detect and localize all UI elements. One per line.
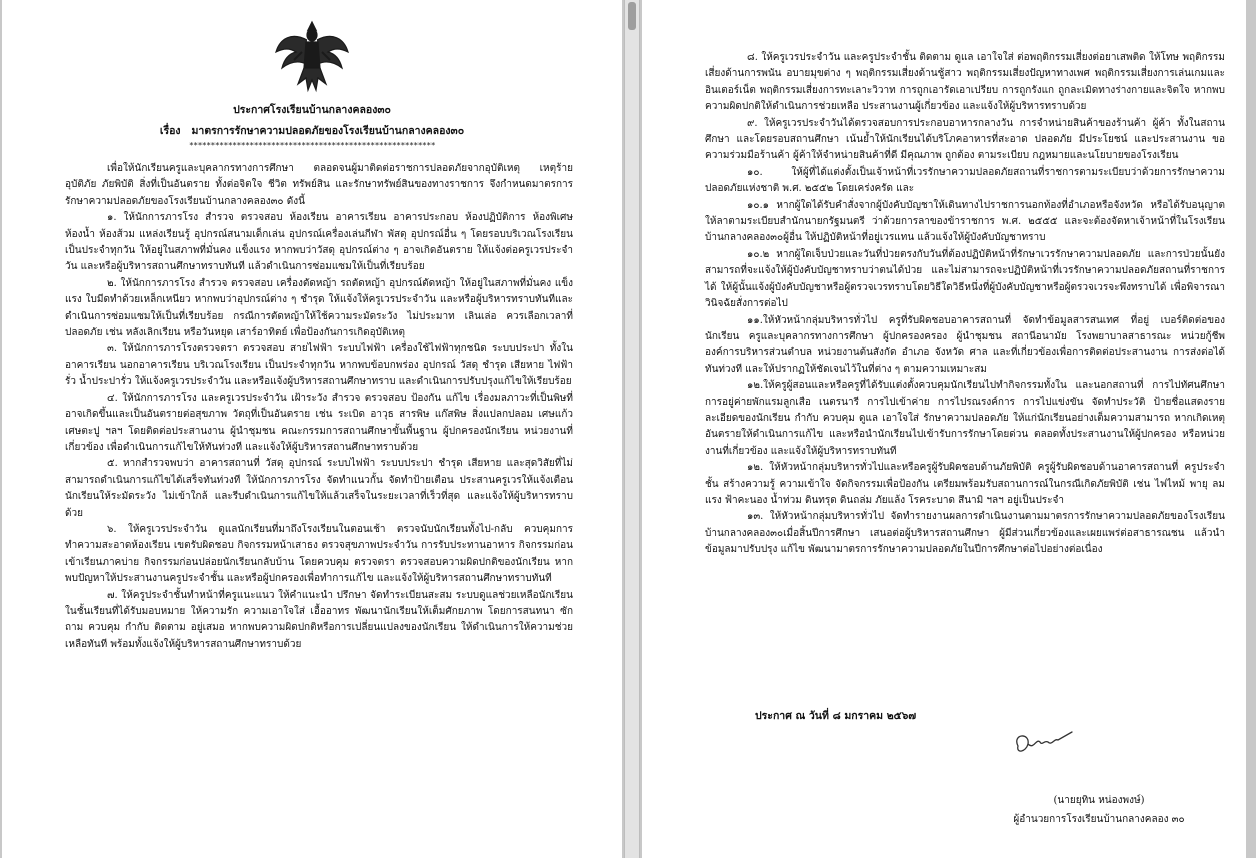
paragraph: ๕. หากสำรวจพบว่า อาคารสถานที่ วัสดุ อุปกรณ์ ระบบไฟฟ้า ระบบประปา ชำรุด เสียหาย และสุดวิสัยที่ไม่สามารถดำเนินการแก้ไขได้เสร็จทันท่วงที ให้นักการภารโรง จัดทำแนวกั้น จัดทำป้ายเตือน ประสานครูเวรให้แจ้งเตือนนักเรียนให้ระมัดระวัง ไม่เข้าใกล้ และรีบดำเนินการแก้ไขให้แล้วเสร็จในระยะเวลาที่เร็วที่สุด และแจ้งให้ผู้บริหารทราบด้วย (65, 458, 573, 519)
paragraph: ๔. ให้นักการภารโรง และครูเวรประจำวัน เฝ้าระวัง สำรวจ ตรวจสอบ ป้องกัน แก้ไข เรื่องมลภาวะที่เป็นพิษที่อาจเกิดขึ้นและเป็นอันตรายต่อสุขภาพ วัตถุที่เป็นอันตราย เช่น ระเบิด อาวุธ สารพิษ แก๊สพิษ สิ่งแปลกปลอม เศษแก้ว เศษตะปู ฯลฯ โดยติดต่อประสานงาน ผู้นำชุมชน คณะกรรมการสถานศึกษาขั้นพื้นฐาน ผู้ปกครองนักเรียน หน่วยงานที่เกี่ยวข้อง เพื่อดำเนินการแก้ไขให้ทันท่วงที และแจ้งให้ผู้บริหารสถานศึกษาทราบด้วย (65, 392, 573, 453)
subject-text: มาตรการรักษาความปลอดภัยของโรงเรียนบ้านกลางคลอง๓๐ (191, 125, 465, 137)
right-body (705, 50, 1225, 559)
scrollbar-thumb[interactable] (628, 2, 636, 30)
paragraph: ๗. ให้ครูประจำชั้นทำหน้าที่ครูแนะแนว ให้คำแนะนำ ปรึกษา จัดทำระเบียนสะสม ระบบดูแลช่วยเหลือนักเรียนในชั้นเรียนที่ได้รับมอบหมาย ให้ความรัก ความเอาใจใส่ เอื้ออาทร พัฒนานักเรียนให้เต็มศักยภาพ โดยการสนทนา ซักถาม ควบคุม กำกับ ติดตาม อยู่เสมอ หากพบความผิดปกติหรือการเปลี่ยนแปลงของนักเรียน ให้ดำเนินการให้ความช่วยเหลือทันที พร้อมทั้งแจ้งให้ผู้บริหารสถานศึกษาทราบด้วย (65, 589, 573, 650)
paragraph: ๑๒. ให้หัวหน้ากลุ่มบริหารทั่วไปและหรือครูผู้รับผิดชอบด้านภัยพิบัติ ครูผู้รับผิดชอบด้านอาคารสถานที่ ครูประจำชั้น สร้างความรู้ ความเข้าใจ จัดกิจกรรมเพื่อป้องกัน เตรียมพร้อมรับสถานการณ์ในกรณีเกิดภัยพิบัติ เช่น ไฟไหม้ พายุ ลมแรง ฟ้าคะนอง น้ำท่วม ดินทรุด ดินถล่ม ภัยแล้ง โรคระบาด สึนามิ ฯลฯ อยู่เป็นประจำ (705, 462, 1225, 506)
document-subject (2, 122, 622, 139)
left-body (65, 161, 573, 653)
paragraph: ๑๓. ให้หัวหน้ากลุ่มบริหารทั่วไป จัดทำรายงานผลการดำเนินงานตามมาตรการรักษาความปลอดภัยของโรงเรียนบ้านกลางคลอง๓๐เมื่อสิ้นปีการศึกษา เสนอต่อผู้บริหารสถานศึกษา ผู้มีส่วนเกี่ยวข้องและเผยแพร่ต่อสาธารณชน แล้วนำข้อมูลมาปรับปรุง แก้ไข พัฒนามาตรการรักษาความปลอดภัยในปีการศึกษาต่อไปอย่างต่อเนื่อง (705, 511, 1225, 556)
paragraph: ๑๑.ให้หัวหน้ากลุ่มบริหารทั่วไป ครูที่รับผิดชอบอาคารสถานที่ จัดทำข้อมูลสารสนเทศ ที่อยู่ เบอร์ติดต่อของนักเรียน ครูและบุคลากรทางการศึกษา ผู้ปกครองครอง ผู้นำชุมชน สถานีอนามัย โรงพยาบาลสาธารณะ หน่วยกู้ชีพ องค์การบริหารส่วนตำบล หน่วยงานต้นสังกัด อำเภอ จังหวัด ศาล และที่เกี่ยวข้องเพื่อการติดต่อประสานงาน การส่งต่อได้ทันท่วงที และให้ปรากฏให้ชัดเจนไว้ในที่ต่าง ๆ ตามความเหมาะสม (705, 314, 1225, 375)
paragraph: ๘. ให้ครูเวรประจำวัน และครูประจำชั้น ติดตาม ดูแล เอาใจใส่ ต่อพฤติกรรมเสี่ยงต่อยาเสพติด ให้โทษ พฤติกรรมเสี่ยงด้านการพนัน อบายมุขต่าง ๆ พฤติกรรมเสี่ยงด้านชู้สาว พฤติกรรมเสี่ยงปัญหาทางเพศ พฤติกรรมเสี่ยงการเล่นเกมและอินเตอร์เน็ต พฤติกรรมเสี่ยงการทะเลาะวิวาท การถูกเอารัดเอาเปรียบ การถูกรังแก ถูกละเมิดทางร่างกายและจิตใจ หากพบความผิดปกติให้ดำเนินการช่วยเหลือ ประสานงานผู้เกี่ยวข้อง และแจ้งให้ผู้บริหารทราบด้วย (705, 52, 1225, 113)
subject-label: เรื่อง (159, 125, 181, 137)
paragraph: ๑๐.๒ หากผู้ใดเจ็บป่วยและวันที่ป่วยตรงกับวันที่ต้องปฏิบัติหน้าที่รักษาเวรรักษาความปลอดภัย และการป่วยนั้นยังสามารถที่จะแจ้งให้ผู้บังคับบัญชาทราบว่าตนได้ป่วย และไม่สามารถจะปฏิบัติหน้าที่เวรรักษาความปลอดภัยสถานที่ราชการได้ ให้ผู้นั้นแจ้งผู้บังคับบัญชาหรือผู้ตรวจเวรทราบโดยวิธีใดวิธีหนึ่งที่ผู้บังคับบัญชาหรือผู้ตรวจเวรจะพึงทราบได้ เพื่อพิจารณาวินิจฉัยสั่งการต่อไป (705, 248, 1225, 310)
signer-position: ผู้อำนวยการโรงเรียนบ้านกลางคลอง ๓๐ (1013, 814, 1185, 825)
paragraph: ๑. ให้นักการภารโรง สำรวจ ตรวจสอบ ห้องเรียน อาคารเรียน อาคารประกอบ ห้องปฏิบัติการ ห้องพิเศษ ห้องน้ำ ห้องส้วม แหล่งเรียนรู้ อุปกรณ์สนามเด็กเล่น อุปกรณ์เครื่องเล่นกีฬา พัสดุ อุปกรณ์อื่น ๆ โดยรอบบริเวณโรงเรียน เป็นประจำทุกวัน ให้อยู่ในสภาพที่มั่นคง แข็งแรง หากพบว่าวัสดุ อุปกรณ์ต่าง ๆ อาจเกิดอันตราย ให้แจ้งต่อครูเวรประจำวัน และหรือผู้บริหารสถานศึกษาทราบทันที แล้วดำเนินการซ่อมแซมให้เป็นที่เรียบร้อย (65, 212, 573, 273)
paragraph: ๓. ให้นักการภารโรงตรวจตรา ตรวจสอบ สายไฟฟ้า ระบบไฟฟ้า เครื่องใช้ไฟฟ้าทุกชนิด ระบบประปา ทั้งในอาคารเรียน นอกอาคารเรียน บริเวณโรงเรียน เป็นประจำทุกวัน หากพบข้อบกพร่อง อุปกรณ์ วัสดุ ชำรุด เสียหาย ไฟฟ้ารั่ว น้ำประปารั่ว ให้แจ้งครูเวรประจำวัน และหรือแจ้งผู้บริหารสถานศึกษาทราบ และดำเนินการปรับปรุงแก้ไขให้เรียบร้อย (65, 343, 573, 388)
paragraph: ๑๐. ให้ผู้ที่ได้แต่งตั้งเป็นเจ้าหน้าที่เวรรักษาความปลอดภัยสถานที่ราชการตามระเบียบว่าด้วยการรักษาความปลอดภัยแห่งชาติ พ.ศ. ๒๕๕๒ โดยเคร่งครัด และ (705, 166, 1225, 195)
document-page-right (642, 0, 1246, 858)
paragraph: ๖. ให้ครูเวรประจำวัน ดูแลนักเรียนที่มาถึงโรงเรียนในตอนเช้า ตรวจนับนักเรียนทั้งไป-กลับ ควบคุมการทำความสะอาดห้องเรียน เขตรับผิดชอบ กิจกรรมหน้าเสาธง ตรวจสุขภาพประจำวัน การรับประทานอาหาร กิจกรรมก่อนเข้าเรียนภาคบ่าย กิจกรรมก่อนปล่อยนักเรียนกลับบ้าน โดยควบคุม ตรวจตรา ตรวจสอบความผิดปกติของนักเรียน หากพบปัญหาให้ประสานงานครูประจำชั้น และหรือผู้ปกครองเพื่อทำการแก้ไข และแจ้งให้ผู้บริหารสถานศึกษาทราบทันที (65, 523, 573, 585)
announcement-date: ประกาศ ณ วันที่ ๘ มกราคม ๒๕๖๗ (755, 710, 917, 722)
paragraph: ๙. ให้ครูเวรประจำวันได้ตรวจสอบการประกอบอาหารกลางวัน การจำหน่ายสินค้าของร้านค้า ผู้ค้า ทั้งในสถานศึกษา และโดยรอบสถานศึกษา เน้นย้ำให้นักเรียนได้บริโภคอาหารที่สะอาด ปลอดภัย มีประโยชน์ และประสานงาน ขอความร่วมมือร้านค้า ผู้ค้าให้จำหน่ายสินค้าที่ดี มีคุณภาพ ถูกต้อง ตามระเบียบ กฎหมายและนโยบายของโรงเรียน (705, 117, 1225, 162)
document-page-left (2, 0, 622, 858)
paragraph: ๑๒.ให้ครูผู้สอนและหรือครูที่ได้รับแต่งตั้งควบคุมนักเรียนไปทำกิจกรรมทั้งใน และนอกสถานที่ การไปทัศนศึกษา การอยู่ค่ายพักแรมลูกเสือ เนตรนารี การไปเข้าค่าย การไปรณรงค์การ การไปแข่งขัน จัดทำประวัติ ป้ายชื่อแสดงรายละเอียดของนักเรียน กำกับ ควบคุม ดูแล เอาใจใส่ รักษาความปลอดภัย ให้แก่นักเรียนอย่างเต็มความสามารถ หากเกิดเหตุอันตรายให้ดำเนินการแก้ไข และหรือนำนักเรียนไปเข้ารับการรักษาโดยด่วน ตลอดทั้งประสานงานให้ผู้ปกครอง หรือหน่วยงานที่เกี่ยวข้อง และแจ้งให้ผู้บริหารทราบทันที (705, 380, 1225, 457)
paragraph: เพื่อให้นักเรียนครูและบุคลากรทางการศึกษา ตลอดจนผู้มาติดต่อราชการปลอดภัยจากอุบัติเหตุ เหตุร้าย อุบัติภัย ภัยพิบัติ สิ่งที่เป็นอันตราย ทั้งต่อจิตใจ ชีวิต ทรัพย์สิน และรักษาทรัพย์สินของทางราชการ จึงกำหนดมาตรการรักษาความปลอดภัยของโรงเรียนบ้านกลางคลอง๓๐ ดังนี้ (65, 163, 573, 207)
signature-icon (1008, 728, 1076, 768)
paragraph: ๒. ให้นักการภารโรง สำรวจ ตรวจสอบ เครื่องตัดหญ้า รถตัดหญ้า อุปกรณ์ตัดหญ้า ให้อยู่ในสภาพที่มั่นคง แข็งแรง ใบมีดทำด้วยเหล็กเหนียว หากพบว่าอุปกรณ์ต่าง ๆ ชำรุด ให้แจ้งให้ครูเวรประจำวัน และหรือผู้บริหารทราบทันทีและดำเนินการซ่อมแซมให้เป็นที่เรียบร้อย กรณีการตัดหญ้าให้ใช้ความระมัดระวัง ไม่ประมาท เลินเล่อ ควรเลือกเวลาที่ปลอดภัย เช่น หลังเลิกเรียน หรือวันหยุด เสาร์อาทิตย์ เพื่อป้องกันการเกิดอุบัติเหตุ (65, 277, 573, 339)
paragraph: ๑๐.๑ หากผู้ใดได้รับคำสั่งจากผู้บังคับบัญชาให้เดินทางไปราชการนอกท้องที่อำเภอหรือจังหวัด หรือได้รับอนุญาตให้ลาตามระเบียบสำนักนายกรัฐมนตรี ว่าด้วยการลาของข้าราชการ พ.ศ. ๒๕๕๕ และจะต้องจัดหาเจ้าหน้าที่ในโรงเรียนบ้านกลางคลอง๓๐ผู้อื่น ให้ปฏิบัติหน้าที่อยู่เวรแทน แล้วแจ้งให้ผู้บังคับบัญชาทราบ (705, 199, 1225, 244)
garuda-emblem-icon (272, 18, 352, 96)
signer-name: (นายยุทิน หน่องพงษ์) (1053, 795, 1145, 806)
vertical-scrollbar[interactable] (624, 0, 640, 858)
document-title: ประกาศโรงเรียนบ้านกลางคลอง๓๐ (233, 104, 391, 116)
separator-line: ********************************************************* (188, 141, 436, 150)
